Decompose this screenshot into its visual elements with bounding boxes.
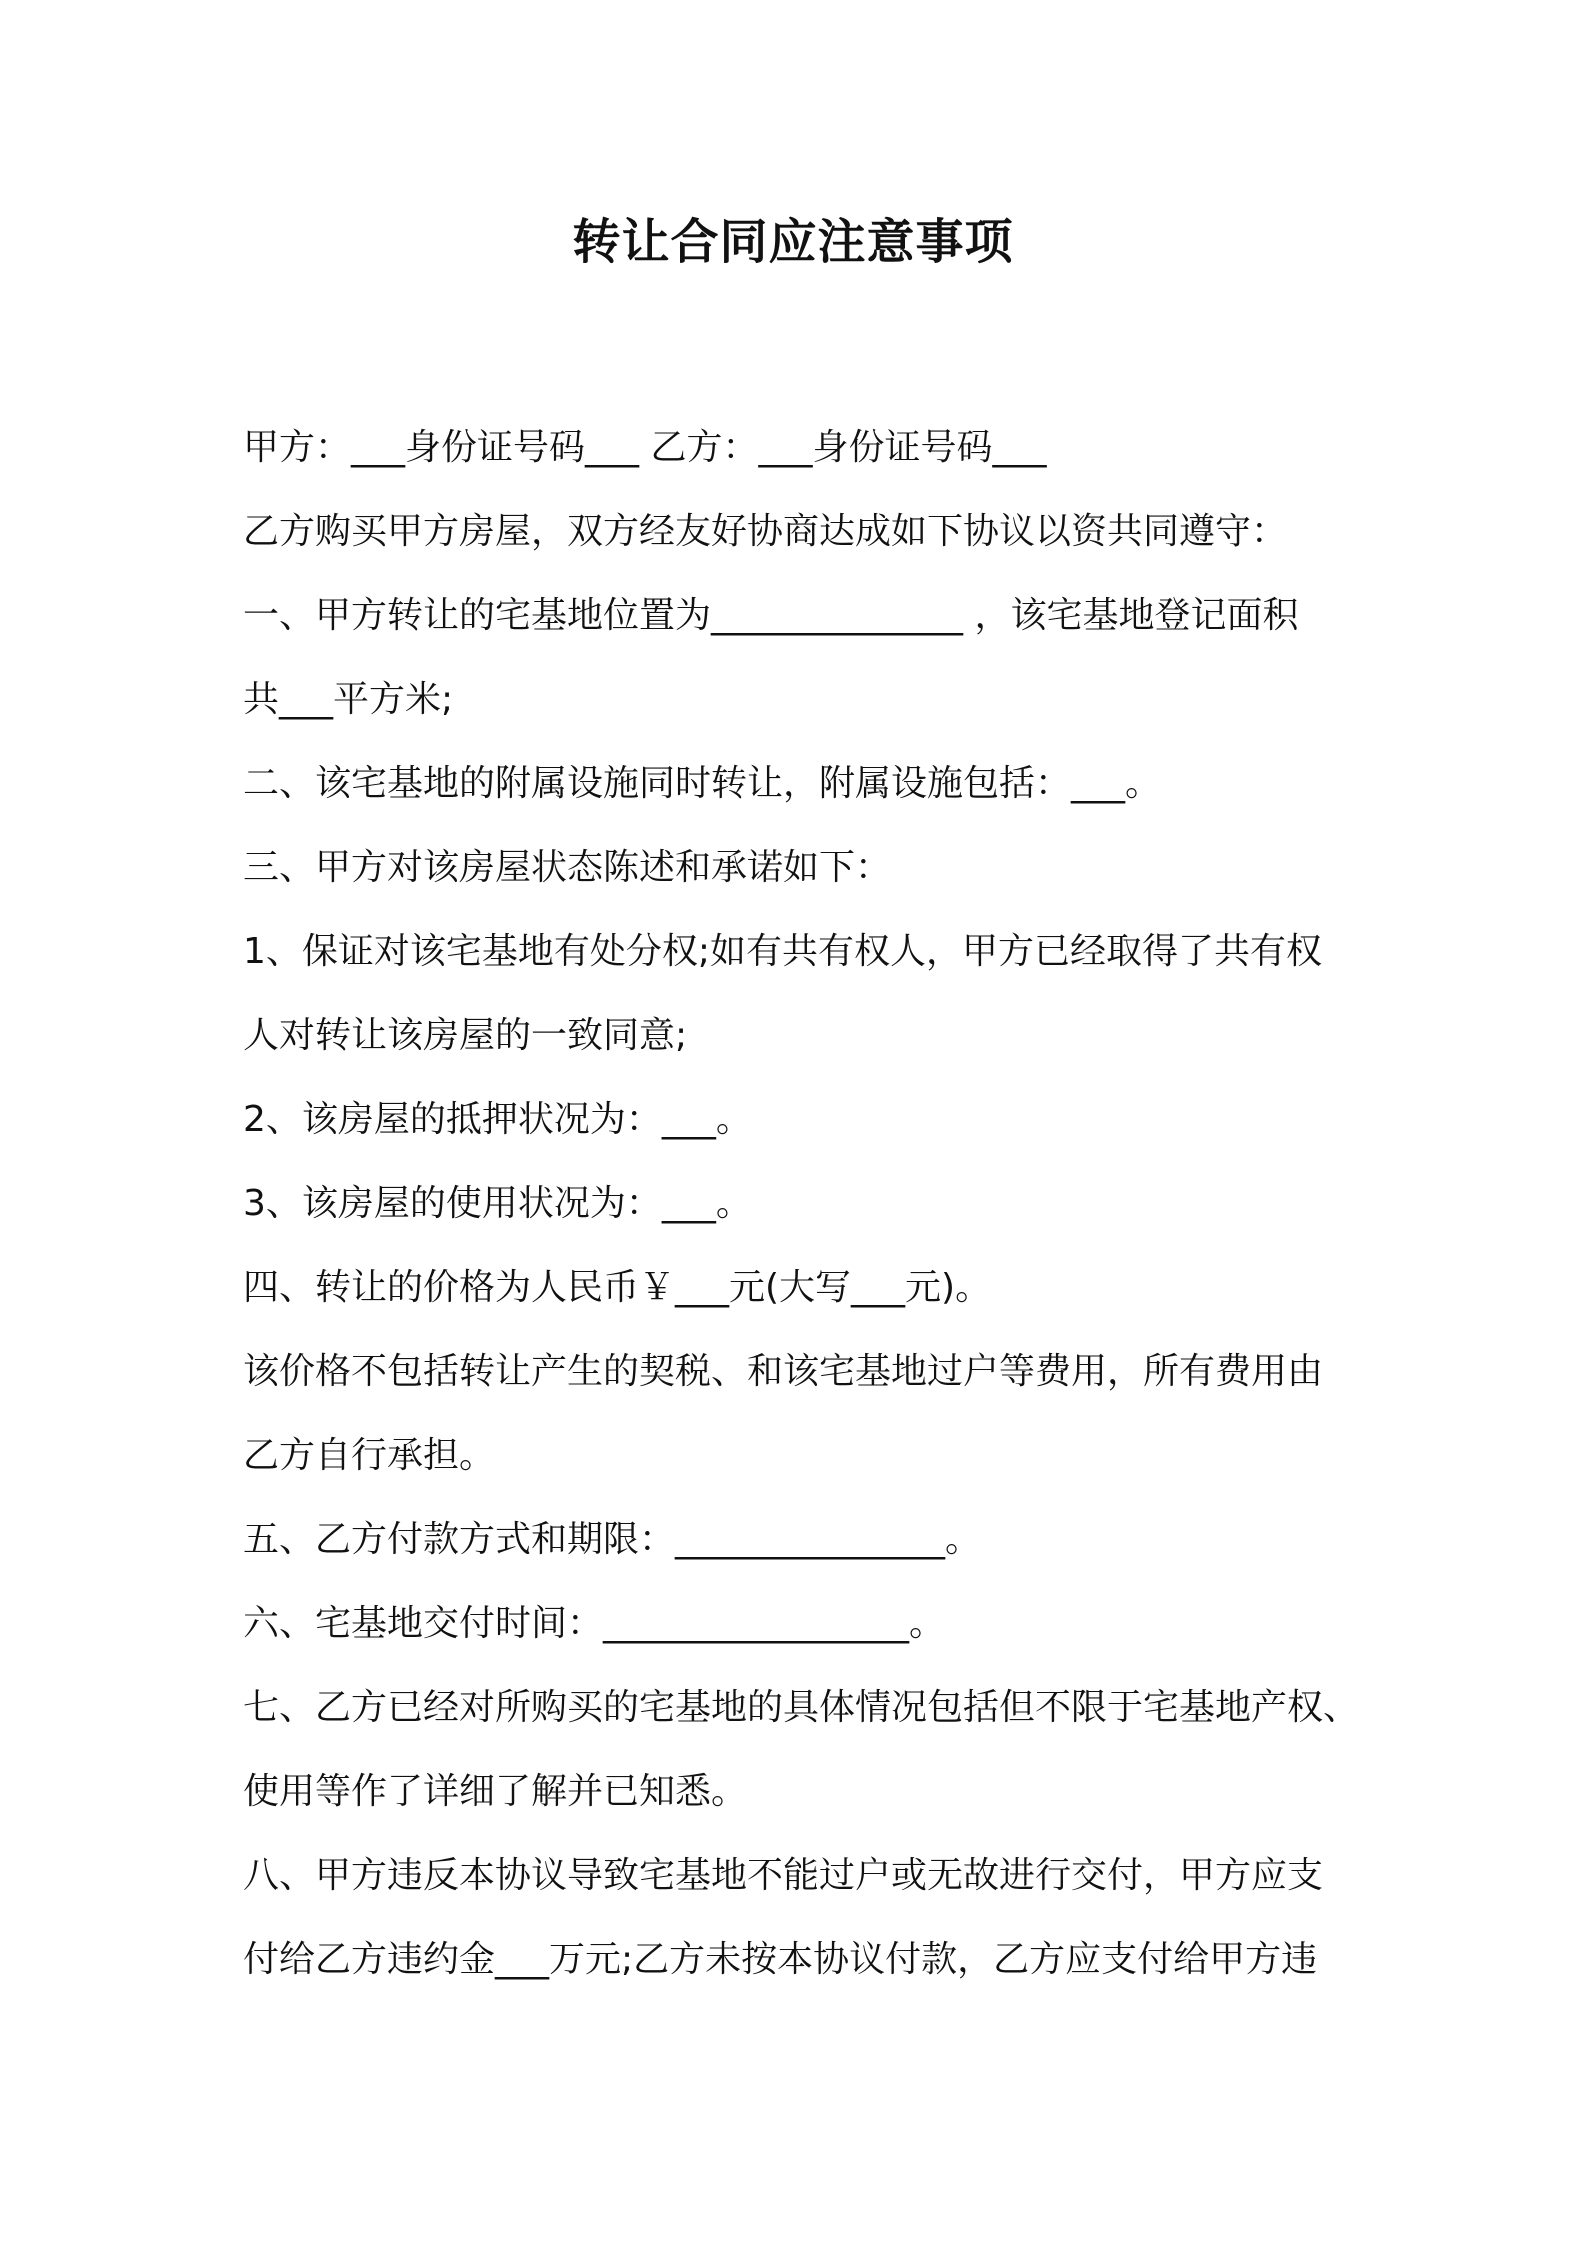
- document-title: 转让合同应注意事项: [572, 214, 1014, 270]
- clause-6-line: 六、宅基地交付时间：_________________。: [243, 1603, 946, 1644]
- clause-3-item-1-line-1: 1、保证对该宅基地有处分权;如有共有权人，甲方已经取得了共有权: [243, 931, 1323, 972]
- clause-4-price-line: 四、转让的价格为人民币￥___元(大写___元)。: [243, 1267, 992, 1308]
- clause-1-line-1: 一、甲方转让的宅基地位置为______________ ，该宅基地登记面积: [243, 595, 1299, 636]
- clause-2-line: 二、该宅基地的附属设施同时转让，附属设施包括：___。: [243, 763, 1162, 804]
- clause-4-fees-line-1: 该价格不包括转让产生的契税、和该宅基地过户等费用，所有费用由: [243, 1351, 1324, 1392]
- party-info-line: 甲方：___身份证号码___ 乙方：___身份证号码___: [243, 427, 1047, 468]
- clause-1-line-2: 共___平方米;: [243, 679, 454, 720]
- clause-8-line-2: 付给乙方违约金___万元;乙方未按本协议付款，乙方应支付给甲方违: [243, 1939, 1318, 1980]
- clause-3-item-2-line: 2、该房屋的抵押状况为：___。: [243, 1099, 752, 1140]
- clause-5-line: 五、乙方付款方式和期限：_______________。: [243, 1519, 982, 1560]
- agreement-intro-line: 乙方购买甲方房屋，双方经友好协商达成如下协议以资共同遵守：: [243, 511, 1288, 552]
- clause-8-line-1: 八、甲方违反本协议导致宅基地不能过户或无故进行交付，甲方应支: [243, 1855, 1324, 1896]
- clause-3-heading: 三、甲方对该房屋状态陈述和承诺如下：: [243, 847, 892, 888]
- document-body: [243, 406, 1373, 2002]
- clause-4-fees-line-2: 乙方自行承担。: [243, 1435, 496, 1476]
- clause-3-item-3-line: 3、该房屋的使用状况为：___。: [243, 1183, 752, 1224]
- clause-7-line-1: 七、乙方已经对所购买的宅基地的具体情况包括但不限于宅基地产权、: [243, 1687, 1360, 1728]
- clause-3-item-1-line-2: 人对转让该房屋的一致同意;: [243, 1015, 688, 1056]
- clause-7-line-2: 使用等作了详细了解并已知悉。: [243, 1771, 748, 1812]
